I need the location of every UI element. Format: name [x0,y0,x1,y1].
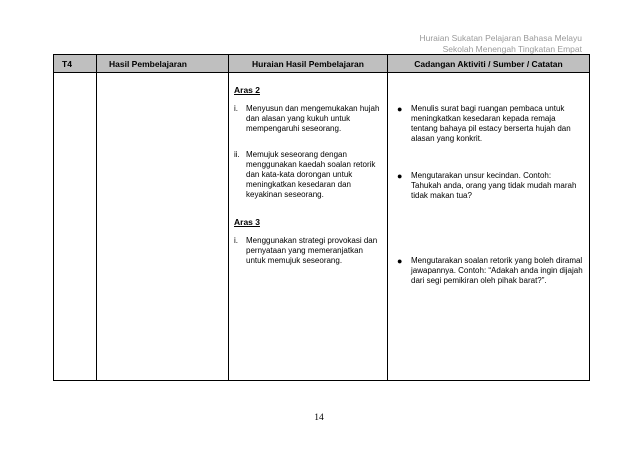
level-title: Aras 3 [234,217,260,227]
list-item [234,150,381,217]
bullet-icon: ● [397,256,403,266]
column-header-hasil: Hasil Pembelajaran [97,55,229,73]
hasil-cell [97,73,229,381]
page-number: 14 [314,413,324,423]
item-text: Menggunakan strategi provokasi dan pernyataan yang memeranjatkan untuk memujuk seseorang. [246,236,378,265]
curriculum-table [53,54,590,381]
bullet-icon: ● [397,104,403,114]
list-item [393,171,583,256]
list-item [234,236,381,266]
table-header-row [54,55,590,73]
table-row [54,73,590,381]
list-item [234,104,381,150]
item-number: i. [234,236,238,245]
cadangan-cell [388,73,590,381]
item-text: Menyusun dan mengemukakan hujah dan alasan yang kukuh untuk mempengaruhi seseorang. [246,104,380,133]
item-number: i. [234,104,238,113]
bullet-icon: ● [397,171,403,181]
item-text: Memujuk seseorang dengan menggunakan kaedah soalan retorik dan kata-kata dorongan untuk meningkatkan kesedaran dan keyakinan seseorang. [246,150,376,199]
activity-text: Mengutarakan unsur kecindan. Contoh: Tahukah anda, orang yang tidak mudah marah tidak makan tua? [411,171,577,200]
column-header-t4: T4 [54,55,97,73]
list-item [393,256,583,286]
huraian-cell [229,73,388,381]
header-title: Huraian Sukatan Pelajaran Bahasa Melayu [419,33,582,43]
column-header-huraian: Huraian Hasil Pembelajaran [229,55,388,73]
item-number: ii. [234,150,240,159]
t4-cell [54,73,97,381]
activity-text: Mengutarakan soalan retorik yang boleh diramal jawapannya. Contoh: “Adakah anda ingin dijajah dari segi pemikiran oleh pihak barat?”. [411,256,583,285]
header-subtitle: Sekolah Menengah Tingkatan Empat [442,44,582,54]
running-header [419,33,582,55]
activity-text: Menulis surat bagi ruangan pembaca untuk meningkatkan kesedaran kepada remaja tentang bahaya pil estacy berserta hujah dan alasan yang konkrit. [411,104,571,143]
column-header-cadangan: Cadangan Aktiviti / Sumber / Catatan [388,55,590,73]
level-title: Aras 2 [234,85,260,95]
list-item [393,104,583,171]
